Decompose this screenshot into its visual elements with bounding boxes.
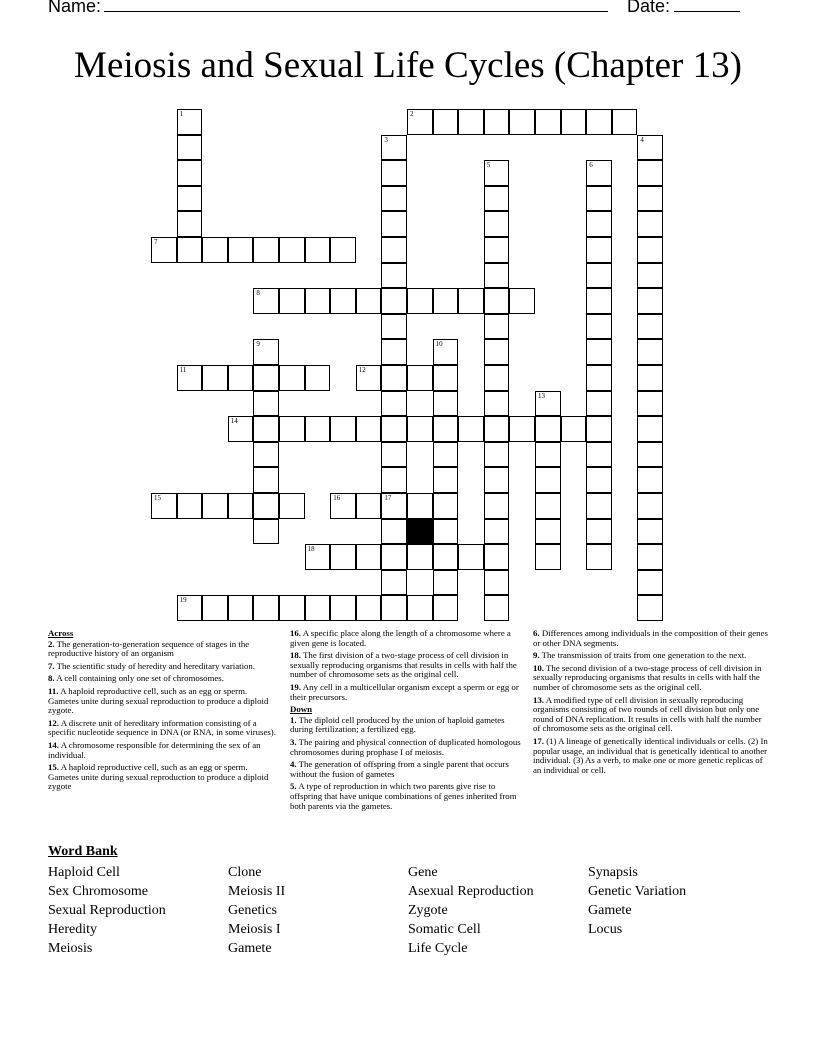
word-bank-item: Gene bbox=[408, 865, 438, 880]
crossword-cell[interactable] bbox=[381, 467, 407, 493]
crossword-cell[interactable] bbox=[637, 442, 663, 468]
crossword-cell[interactable] bbox=[509, 416, 535, 442]
crossword-cell[interactable] bbox=[509, 109, 535, 135]
crossword-cell[interactable] bbox=[484, 288, 510, 314]
crossword-cell[interactable] bbox=[330, 544, 356, 570]
crossword-cell[interactable] bbox=[433, 467, 459, 493]
crossword-cell[interactable] bbox=[637, 314, 663, 340]
crossword-cell[interactable] bbox=[637, 211, 663, 237]
crossword-cell[interactable] bbox=[381, 186, 407, 212]
crossword-cell[interactable] bbox=[637, 519, 663, 545]
down-heading: Down bbox=[290, 704, 312, 715]
crossword-cell[interactable] bbox=[202, 595, 228, 621]
crossword-cell[interactable] bbox=[305, 416, 331, 442]
crossword-cell[interactable] bbox=[458, 288, 484, 314]
crossword-cell[interactable] bbox=[637, 135, 663, 161]
crossword-cell[interactable] bbox=[177, 237, 203, 263]
clue-across-19: 19. Any cell in a multicellular organism except a sperm or egg or their precursors. bbox=[290, 681, 519, 702]
crossword-cell[interactable] bbox=[253, 595, 279, 621]
crossword-cell[interactable] bbox=[177, 211, 203, 237]
word-bank-item: Meiosis I bbox=[228, 922, 281, 937]
clue-number: 12 bbox=[358, 366, 366, 374]
crossword-cell[interactable] bbox=[279, 365, 305, 391]
crossword-cell[interactable] bbox=[484, 442, 510, 468]
clues-column-3 bbox=[533, 629, 769, 778]
crossword-cell[interactable] bbox=[381, 160, 407, 186]
crossword-cell[interactable] bbox=[433, 442, 459, 468]
crossword-cell[interactable] bbox=[509, 288, 535, 314]
crossword-cell[interactable] bbox=[484, 570, 510, 596]
clue-down-10: 10. The second division of a two-stage process of cell division in sexually reproducing organisms that results in cells with half the number of chromosome sets as the original cell. bbox=[533, 662, 762, 692]
crossword-cell[interactable] bbox=[202, 365, 228, 391]
word-bank-column-4 bbox=[588, 863, 686, 939]
crossword-cell[interactable] bbox=[484, 186, 510, 212]
crossword-cell[interactable] bbox=[381, 493, 407, 519]
crossword-cell[interactable] bbox=[484, 365, 510, 391]
clue-number: 6 bbox=[589, 161, 593, 170]
clue-number: 3 bbox=[384, 135, 388, 144]
crossword-cell[interactable] bbox=[637, 160, 663, 186]
crossword-cell[interactable] bbox=[381, 544, 407, 570]
word-bank-item: Haploid Cell bbox=[48, 865, 120, 880]
crossword-cell[interactable] bbox=[535, 109, 561, 135]
word-bank-item: Synapsis bbox=[588, 865, 638, 880]
word-bank-item: Sex Chromosome bbox=[48, 884, 148, 899]
clue-down-6: 6. Differences among individuals in the composition of their genes or other DNA segments. bbox=[533, 628, 768, 648]
crossword-cell[interactable] bbox=[407, 109, 433, 135]
crossword-cell[interactable] bbox=[305, 365, 331, 391]
word-bank-item: Locus bbox=[588, 922, 623, 937]
crossword-cell[interactable] bbox=[407, 365, 433, 391]
crossword-cell[interactable] bbox=[458, 416, 484, 442]
crossword-cell[interactable] bbox=[279, 416, 305, 442]
word-bank-item: Meiosis II bbox=[228, 884, 286, 899]
clue-across-18: 18. The first division of a two-stage process of cell division in sexually reproducing organisms that results in cells with half the number of chromosome sets as the original cell. bbox=[290, 650, 517, 680]
date-label: Date: bbox=[627, 0, 671, 16]
crossword-cell[interactable] bbox=[356, 416, 382, 442]
clue-down-5: 5. A type of reproduction in which two parents give rise to offspring that have unique combinations of genes inherited from both parents via the gametes. bbox=[290, 781, 517, 811]
crossword-cell[interactable] bbox=[253, 519, 279, 545]
crossword-cell[interactable] bbox=[637, 570, 663, 596]
page-title: Meiosis and Sexual Life Cycles (Chapter 13) bbox=[74, 45, 742, 86]
crossword-cell[interactable] bbox=[356, 493, 382, 519]
crossword-cell[interactable] bbox=[484, 109, 510, 135]
crossword-cell[interactable] bbox=[484, 263, 510, 289]
across-heading: Across bbox=[48, 628, 74, 638]
crossword-cell[interactable] bbox=[253, 416, 279, 442]
crossword-cell[interactable] bbox=[535, 544, 561, 570]
crossword-cell[interactable] bbox=[484, 595, 510, 621]
crossword-cell[interactable] bbox=[177, 109, 203, 135]
crossword-cell[interactable] bbox=[586, 237, 612, 263]
crossword-cell[interactable] bbox=[253, 288, 279, 314]
crossword-cell[interactable] bbox=[228, 365, 254, 391]
crossword-cell[interactable] bbox=[356, 365, 382, 391]
crossword-cell[interactable] bbox=[586, 288, 612, 314]
clue-number: 18 bbox=[307, 545, 315, 554]
crossword-cell[interactable] bbox=[535, 391, 561, 417]
crossword-cell[interactable] bbox=[637, 493, 663, 519]
crossword-cell[interactable] bbox=[305, 288, 331, 314]
crossword-cell[interactable] bbox=[484, 493, 510, 519]
clue-number: 10 bbox=[435, 340, 443, 349]
crossword-cell[interactable] bbox=[330, 288, 356, 314]
word-bank-item: Meiosis bbox=[48, 941, 93, 956]
crossword-cell[interactable] bbox=[637, 237, 663, 263]
clue-down-4: 4. The generation of offspring from a single parent that occurs without the fusion of gametes bbox=[290, 759, 509, 779]
crossword-cell[interactable] bbox=[253, 493, 279, 519]
crossword-cell[interactable] bbox=[484, 160, 510, 186]
crossword-cell[interactable] bbox=[637, 544, 663, 570]
crossword-cell[interactable] bbox=[586, 160, 612, 186]
clue-number: 7 bbox=[154, 238, 158, 246]
crossword-cell[interactable] bbox=[253, 442, 279, 468]
crossword-cell[interactable] bbox=[381, 263, 407, 289]
crossword-cell[interactable] bbox=[381, 288, 407, 314]
crossword-cell[interactable] bbox=[586, 519, 612, 545]
crossword-cell[interactable] bbox=[586, 544, 612, 570]
clue-across-16: 16. A specific place along the length of a chromosome where a given gene is located. bbox=[290, 628, 511, 648]
crossword-cell[interactable] bbox=[407, 544, 433, 570]
word-bank-item: Gamete bbox=[228, 941, 272, 956]
clue-number: 11 bbox=[179, 366, 187, 374]
crossword-cell[interactable] bbox=[433, 339, 459, 365]
clue-down-3: 3. The pairing and physical connection of duplicated homologous chromosomes during prophase I of meiosis. bbox=[290, 736, 521, 757]
crossword-cell[interactable] bbox=[586, 314, 612, 340]
word-bank-item: Heredity bbox=[48, 922, 97, 937]
crossword-cell[interactable] bbox=[561, 416, 587, 442]
word-bank-item: Gamete bbox=[588, 903, 632, 918]
crossword-cell[interactable] bbox=[177, 595, 203, 621]
crossword-cell[interactable] bbox=[586, 211, 612, 237]
crossword-cell[interactable] bbox=[612, 109, 638, 135]
crossword-cell[interactable] bbox=[356, 595, 382, 621]
clue-down-17: 17. (1) A lineage of genetically identical individuals or cells. (2) In popular usage, an individual that is genetically identical to another individual. (3) As a verb, to make one or more genetic replicas of an individual or cell. bbox=[533, 735, 768, 775]
crossword-cell[interactable] bbox=[637, 263, 663, 289]
crossword-cell[interactable] bbox=[177, 493, 203, 519]
crossword-cell[interactable] bbox=[305, 595, 331, 621]
crossword-cell[interactable] bbox=[279, 595, 305, 621]
crossword-cell[interactable] bbox=[381, 135, 407, 161]
crossword-cell[interactable] bbox=[586, 339, 612, 365]
crossword-cell[interactable] bbox=[433, 391, 459, 417]
word-bank-title: Word Bank bbox=[48, 844, 118, 859]
clue-number: 2 bbox=[410, 110, 414, 118]
clue-number: 13 bbox=[538, 391, 545, 400]
crossword-cell[interactable] bbox=[381, 442, 407, 468]
crossword-cell[interactable] bbox=[433, 595, 459, 621]
crossword-cell[interactable] bbox=[586, 263, 612, 289]
crossword-cell[interactable] bbox=[253, 339, 279, 365]
crossword-cell[interactable] bbox=[637, 339, 663, 365]
word-bank-item: Genetics bbox=[228, 903, 277, 918]
crossword-cell[interactable] bbox=[637, 467, 663, 493]
crossword-cell[interactable] bbox=[561, 109, 587, 135]
crossword-cell[interactable] bbox=[407, 493, 433, 519]
clue-across-14: 14. A chromosome responsible for determining the sex of an individual. bbox=[48, 739, 261, 760]
word-bank-item: Sexual Reproduction bbox=[48, 903, 166, 918]
crossword-cell[interactable] bbox=[535, 519, 561, 545]
crossword-cell[interactable] bbox=[381, 211, 407, 237]
clue-number: 1 bbox=[179, 110, 184, 118]
clue-number: 5 bbox=[486, 161, 491, 170]
crossword-cell[interactable] bbox=[586, 391, 612, 417]
crossword-cell[interactable] bbox=[586, 416, 612, 442]
crossword-cell[interactable] bbox=[407, 288, 433, 314]
word-bank-column-3 bbox=[408, 863, 534, 958]
crossword-cell[interactable] bbox=[586, 493, 612, 519]
crossword-cell[interactable] bbox=[381, 595, 407, 621]
crossword-cell[interactable] bbox=[177, 365, 203, 391]
clue-across-12: 12. A discrete unit of hereditary information consisting of a specific nucleotide sequence in DNA (or RNA, in some viruses). bbox=[48, 717, 276, 738]
crossword-cell[interactable] bbox=[330, 416, 356, 442]
crossword-cell[interactable] bbox=[484, 211, 510, 237]
crossword-cell[interactable] bbox=[484, 314, 510, 340]
crossword-cell[interactable] bbox=[535, 416, 561, 442]
clue-across-2: 2. The generation-to-generation sequence of stages in the reproductive history of an organism bbox=[48, 638, 250, 659]
crossword-cell[interactable] bbox=[381, 519, 407, 545]
crossword-cell[interactable] bbox=[484, 416, 510, 442]
crossword-cell[interactable] bbox=[407, 595, 433, 621]
crossword-cell[interactable] bbox=[586, 109, 612, 135]
crossword-cell[interactable] bbox=[330, 595, 356, 621]
crossword-cell[interactable] bbox=[433, 544, 459, 570]
crossword-cell[interactable] bbox=[535, 493, 561, 519]
clues-column-2 bbox=[290, 629, 526, 814]
crossword-cell[interactable] bbox=[637, 365, 663, 391]
crossword-cell[interactable] bbox=[586, 467, 612, 493]
crossword-cell[interactable] bbox=[381, 365, 407, 391]
crossword-cell[interactable] bbox=[484, 237, 510, 263]
clue-down-9: 9. The transmission of traits from one generation to the next. bbox=[533, 650, 747, 661]
word-bank-item: Clone bbox=[228, 865, 262, 880]
clue-number: 19 bbox=[179, 596, 187, 605]
crossword-cell[interactable] bbox=[407, 416, 433, 442]
clue-across-11: 11. A haploid reproductive cell, such as an egg or sperm. Gametes unite during sexual reproduction to produce a diploid zygote. bbox=[48, 685, 269, 716]
crossword-cell[interactable] bbox=[202, 237, 228, 263]
crossword-cell[interactable] bbox=[228, 416, 254, 442]
crossword-cell[interactable] bbox=[637, 416, 663, 442]
crossword-cell[interactable] bbox=[484, 467, 510, 493]
crossword-cell[interactable] bbox=[535, 467, 561, 493]
crossword-cell[interactable] bbox=[356, 288, 382, 314]
crossword-cell[interactable] bbox=[484, 544, 510, 570]
crossword-cell[interactable] bbox=[279, 493, 305, 519]
crossword-cell[interactable] bbox=[253, 365, 279, 391]
crossword-cell[interactable] bbox=[586, 365, 612, 391]
word-bank-item: Asexual Reproduction bbox=[408, 884, 534, 899]
crossword-cell[interactable] bbox=[253, 391, 279, 417]
crossword-cell[interactable] bbox=[151, 493, 177, 519]
crossword-cell[interactable] bbox=[381, 391, 407, 417]
crossword-cell[interactable] bbox=[586, 186, 612, 212]
clue-number: 16 bbox=[333, 494, 341, 502]
crossword-cell[interactable] bbox=[381, 339, 407, 365]
crossword-cell[interactable] bbox=[637, 391, 663, 417]
crossword-cell[interactable] bbox=[330, 237, 356, 263]
clue-across-8: 8. A cell containing only one set of chromosomes. bbox=[48, 673, 224, 684]
crossword-cell[interactable] bbox=[433, 416, 459, 442]
crossword-cell[interactable] bbox=[458, 544, 484, 570]
crossword-cell[interactable] bbox=[177, 160, 203, 186]
clue-number: 15 bbox=[154, 494, 161, 502]
clue-across-7: 7. The scientific study of heredity and hereditary variation. bbox=[48, 660, 256, 671]
crossword-cell[interactable] bbox=[381, 314, 407, 340]
crossword-cell[interactable] bbox=[637, 595, 663, 621]
crossword-cell[interactable] bbox=[151, 237, 177, 263]
word-bank-item: Life Cycle bbox=[408, 941, 468, 956]
crossword-cell[interactable] bbox=[305, 544, 331, 570]
crossword-cell[interactable] bbox=[228, 493, 254, 519]
word-bank-item: Somatic Cell bbox=[408, 922, 481, 937]
crossword-cell[interactable] bbox=[305, 237, 331, 263]
crossword-cell[interactable] bbox=[484, 391, 510, 417]
crossword-cell[interactable] bbox=[433, 570, 459, 596]
word-bank-item: Zygote bbox=[408, 903, 448, 918]
clue-number: 17 bbox=[384, 494, 392, 502]
crossword-cell[interactable] bbox=[253, 467, 279, 493]
word-bank-column-1 bbox=[48, 863, 166, 958]
crossword-cell[interactable] bbox=[381, 416, 407, 442]
crossword-cell[interactable] bbox=[637, 288, 663, 314]
crossword-cell[interactable] bbox=[177, 186, 203, 212]
clues-column-1 bbox=[48, 629, 276, 795]
crossword-cell[interactable] bbox=[484, 339, 510, 365]
crossword-cell[interactable] bbox=[433, 109, 459, 135]
crossword-cell[interactable] bbox=[433, 365, 459, 391]
crossword-cell[interactable] bbox=[433, 519, 459, 545]
clue-number: 9 bbox=[256, 340, 260, 349]
crossword-cell[interactable] bbox=[228, 595, 254, 621]
clue-number: 8 bbox=[256, 289, 260, 298]
crossword-cell[interactable] bbox=[586, 442, 612, 468]
clue-down-13: 13. A modified type of cell division in sexually reproducing organisms consisting of two rounds of cell division but only one round of DNA replication. It results in cells with half the number of chromosome sets as the original cell. bbox=[533, 694, 762, 734]
crossword-cell[interactable] bbox=[228, 237, 254, 263]
crossword-cell[interactable] bbox=[433, 493, 459, 519]
crossword-cell[interactable] bbox=[637, 186, 663, 212]
clue-number: 14 bbox=[230, 417, 238, 426]
crossword-cell[interactable] bbox=[484, 519, 510, 545]
crossword-cell[interactable] bbox=[177, 135, 203, 161]
crossword-cell[interactable] bbox=[433, 288, 459, 314]
crossword-cell[interactable] bbox=[279, 288, 305, 314]
word-bank-item: Genetic Variation bbox=[588, 884, 687, 899]
crossword-cell[interactable] bbox=[356, 544, 382, 570]
crossword-cell[interactable] bbox=[381, 237, 407, 263]
crossword-cell[interactable] bbox=[202, 493, 228, 519]
clue-down-1: 1. The diploid cell produced by the union of haploid gametes during fertilization; a fertilized egg. bbox=[290, 714, 505, 735]
crossword-cell[interactable] bbox=[381, 570, 407, 596]
crossword-cell[interactable] bbox=[253, 237, 279, 263]
crossword-cell[interactable] bbox=[458, 109, 484, 135]
clue-across-15: 15. A haploid reproductive cell, such as an egg or sperm. Gametes unite during sexual reproduction to produce a diploid zygote bbox=[48, 762, 269, 792]
name-label: Name: bbox=[48, 0, 102, 16]
crossword-block bbox=[407, 519, 433, 545]
crossword-cell[interactable] bbox=[535, 442, 561, 468]
crossword-cell[interactable] bbox=[279, 237, 305, 263]
clue-number: 4 bbox=[640, 135, 644, 144]
crossword-cell[interactable] bbox=[330, 493, 356, 519]
word-bank-column-2 bbox=[228, 863, 285, 958]
